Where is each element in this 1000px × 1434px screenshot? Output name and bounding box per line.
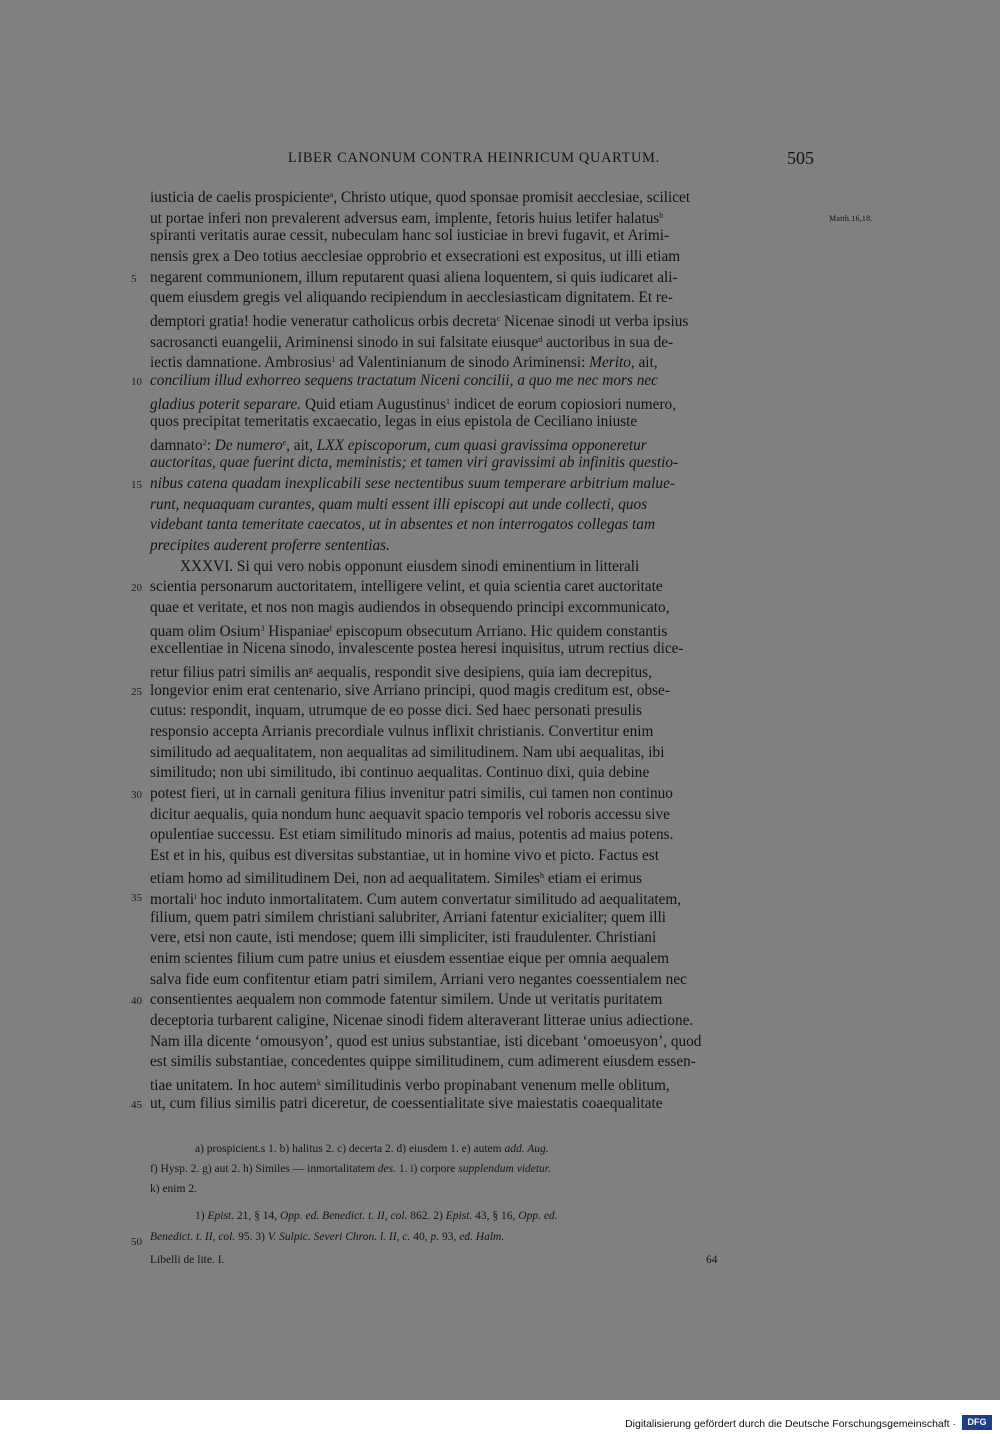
text-line: salva fide eum confitentur etiam patri similem, Arriani vero negantes coessentialem nec xyxy=(150,970,687,988)
marginal-reference: Matth.16,18. xyxy=(829,214,873,223)
line-number: 10 xyxy=(131,375,142,388)
line-number: 15 xyxy=(131,479,142,492)
signature-mark: Libelli de lite. I. xyxy=(150,1254,225,1266)
variant-note: f) Hysp. 2. g) aut 2. h) Similes — inmortalitatem des. 1. i) corpore supplendum videtur. xyxy=(150,1163,551,1175)
text-line: damnato$^2$: De numero$^e$, ait, LXX episcoporum, cum quasi gravissima opponeretur xyxy=(150,436,647,454)
text-line: est similis substantiae, concedentes quippe similitudinem, cum adimerent eiusdem essen- xyxy=(150,1053,696,1071)
text-line: Nam illa dicente ‘omousyon’, quod est unius substantiae, isti dicebant ‘omoeusyon’, quod xyxy=(150,1032,702,1050)
text-line: opulentiae successu. Est etiam similitudo minoris ad maius, potentis ad maius potens. xyxy=(150,826,674,844)
text-line: concilium illud exhorreo sequens tractatum Niceni concilii, a quo me nec mors nec xyxy=(150,371,658,389)
dfg-logo: DFG xyxy=(962,1415,992,1430)
line-number: 20 xyxy=(131,582,142,595)
text-line: enim scientes filium cum patre unius et eiusdem essentiae eique per omnia aequalem xyxy=(150,950,670,968)
text-line: iusticia de caelis prospiciente$^a$, Christo utique, quod sponsae promisit aecclesiae, scilicet xyxy=(150,189,691,206)
text-line: nibus catena quadam inexplicabili sese nectentibus suum temperare arbitrium malue- xyxy=(150,475,675,493)
text-line: auctoritas, quae fuerint dicta, meministis; et tamen viri gravissimi ab infinitis questio- xyxy=(150,454,679,472)
text-line: dicitur aequalis, quia nondum hunc aequavit spacio temporis vel roboris accessu sive xyxy=(150,805,670,823)
text-line: runt, nequaquam curantes, quam multi essent illi episcopi aut unde collecti, quos xyxy=(150,495,648,513)
text-line: potest fieri, ut in carnali genitura filius invenitur patri similis, cui tamen non continuo xyxy=(150,784,673,802)
text-line: excellentiae in Nicena sinodo, invalescente postea heresi inquisitus, utrum rectius dice- xyxy=(150,640,684,658)
line-number: 40 xyxy=(131,995,142,1008)
line-number: 5 xyxy=(131,272,137,285)
text-line: spiranti veritatis aurae cessit, nubeculam hanc sol iusticiae in brevi fugavit, et Arimi- xyxy=(150,227,670,245)
text-line: iectis damnatione. Ambrosius$^1$ ad Valentinianum de sinodo Ariminensi: Merito, ait, xyxy=(150,354,658,372)
text-line: consentientes aequalem non commode fatentur similem. Unde ut veritatis puritatem xyxy=(150,991,663,1009)
text-line: quae et veritate, et nos non magis audiendos in obsequendo principi excommunicato, xyxy=(150,599,670,616)
text-line: ut, cum filius similis patri diceretur, de coessentialitate sive maiestatis coaequalitate xyxy=(150,1094,663,1112)
text-line: scientia personarum auctoritatem, intelligere velint, et quia scientia caret auctoritate xyxy=(150,578,663,596)
text-line: Est et in his, quibus est diversitas substantiae, ut in homine vivo et picto. Factus est xyxy=(150,846,659,864)
page-number: 505 xyxy=(787,148,814,168)
text-line: demptori gratia! hodie veneratur catholicus orbis decreta$^c$ Nicenae sinodi ut verba ipsius xyxy=(150,312,689,330)
line-number: 50 xyxy=(131,1236,142,1248)
text-line: longevior enim erat centenario, sive Arriano principi, quod magis creditum est, obse- xyxy=(150,681,670,699)
variant-note: k) enim 2. xyxy=(150,1183,197,1195)
text-line: nensis grex a Deo totius aecclesiae opprobrio et exsecrationi est expositus, ut illi etiam xyxy=(150,247,681,265)
text-line: vere, etsi non caute, isti mendose; quem illi simpliciter, isti fraudulenter. Christiani xyxy=(150,929,657,947)
text-line: negarent communionem, illum reputarent quasi aliena loquentem, si quis iudicaret ali- xyxy=(150,268,678,286)
text-line: quos precipitat temeritatis excaecatio, legas in eius epistola de Ceciliano iniuste xyxy=(150,413,638,431)
text-line: XXXVI. Si qui vero nobis opponunt eiusdem sinodi eminentium in litterali xyxy=(180,557,640,575)
text-line: quam olim Osium$^3$ Hispaniae$^f$ episcopum obsecutum Arriano. Hic quidem constantis xyxy=(150,622,668,640)
footer-credit: Digitalisierung gefördert durch die Deutsche Forschungsgemeinschaft · xyxy=(625,1418,956,1430)
line-number: 25 xyxy=(131,685,142,698)
text-line: similitudo ad aequalitatem, non aequalitas ad similitudinem. Nam ubi aequalitas, ibi xyxy=(150,743,665,761)
text-line: deceptoria turbarent caligine, Nicenae sinodi fidem alteraverant litterae unius adiectione. xyxy=(150,1012,694,1029)
text-line: precipites auderent proferre sententias. xyxy=(150,537,390,555)
line-number: 45 xyxy=(131,1098,142,1111)
text-line: gladius poterit separare. Quid etiam Augustinus$^1$ indicet de eorum copiosiori numero, xyxy=(150,395,677,413)
source-note: 1) Epist. 21, § 14, Opp. ed. Benedict. t. II, col. 862. 2) Epist. 43, § 16, Opp. ed. xyxy=(195,1210,558,1222)
text-line: mortali$^i$ hoc induto inmortalitatem. Cum autem convertatur similitudo ad aequalitatem, xyxy=(150,891,682,909)
running-header: LIBER CANONUM CONTRA HEINRICUM QUARTUM. xyxy=(288,150,660,166)
text-line: similitudo; non ubi similitudo, ibi continuo aequalitas. Continuo dixi, quia debine xyxy=(150,764,650,782)
text-line: tiae unitatem. In hoc autem$^k$ similitudinis verbo propinabant venenum melle oblitum, xyxy=(150,1076,670,1094)
signature-number: 64 xyxy=(706,1254,718,1266)
text-line: videbant tanta temeritate caecatos, ut in absentes et non interrogatos collegas tam xyxy=(150,516,655,534)
text-line: etiam homo ad similitudinem Dei, non ad aequalitatem. Similes$^h$ etiam ei erimus xyxy=(150,870,643,888)
source-note: Benedict. t. II, col. 95. 3) V. Sulpic. Severi Chron. l. II, c. 40, p. 93, ed. Halm. xyxy=(150,1231,505,1243)
text-line: ut portae inferi non prevalerent adversus eam, implente, fetoris huius letifer halatus$^b$ xyxy=(150,209,664,227)
text-line: cutus: respondit, inquam, utrumque de eo posse dici. Sed haec personati presulis xyxy=(150,702,642,720)
text-line: responsio accepta Arrianis precordiale vulnus inflixit christianis. Convertitur enim xyxy=(150,722,654,740)
line-number: 30 xyxy=(131,788,142,801)
text-line: quem eiusdem gregis vel aliquando recipiendum in aecclesiasticam dignitatem. Et re- xyxy=(150,289,673,307)
text-line: filium, quem patri similem christiani salubriter, Arriani fatentur exicialiter; quem illi xyxy=(150,908,666,926)
text-line: retur filius patri similis $an^g$ aequalis, respondit sive desipiens, quia iam decrepitus, xyxy=(150,663,652,681)
text-line: sacrosancti euangelii, Ariminensi sinodo in sui falsitate eiusque$^d$ auctoribus in sua de- xyxy=(150,333,674,351)
variant-note: a) prospicient.s 1. b) halitus 2. c) decerta 2. d) eiusdem 1. e) autem add. Aug. xyxy=(195,1143,549,1155)
line-number: 35 xyxy=(131,892,142,905)
